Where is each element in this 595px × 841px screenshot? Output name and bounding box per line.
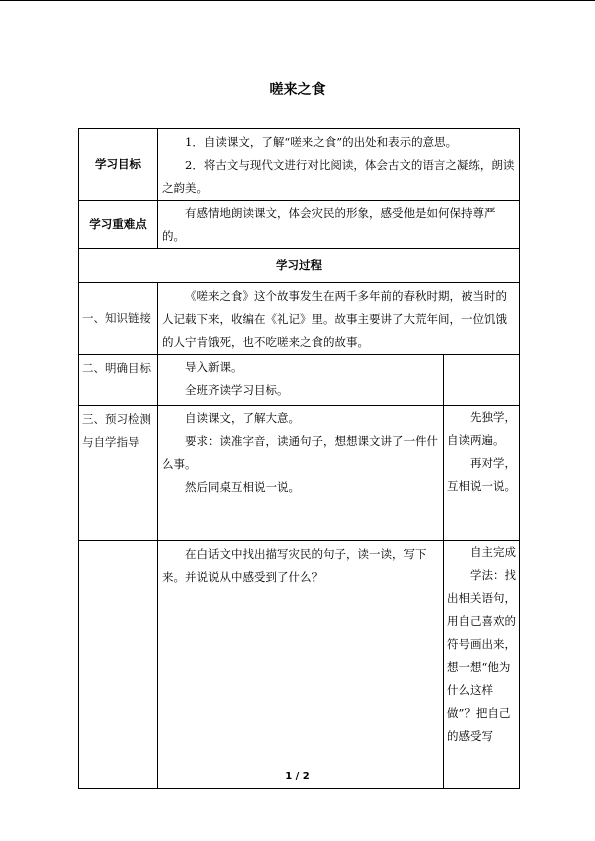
key-points-text: 有感情地朗读课文，体会灾民的形象，感受他是如何保持尊严的。 <box>162 206 496 243</box>
section-3-line-1: 自读课文，了解大意。 <box>185 411 300 425</box>
section-3-note-1: 先独学，自读两遍。 <box>447 410 516 447</box>
section-text-1: 《嗟来之食》这个故事发生在两千多年前的春秋时期，被当时的人记载下来，收编在《礼记》里。故事主要讲了大荒年间，一位饥饿的人宁肯饿死，也不吃嗟来之食的故事。 <box>162 289 507 349</box>
section-4-note-2: 学法：找出相关语句，用自己喜欢的符号画出来，想一想“他为什么这样做”？把自己的感受写 <box>447 568 516 743</box>
process-header-row <box>79 249 520 283</box>
section-row-4 <box>79 541 520 789</box>
key-points-row <box>79 201 520 249</box>
section-2-line-1: 导入新课。 <box>185 360 243 374</box>
process-header: 学习过程 <box>79 249 520 283</box>
section-label-4 <box>79 541 158 789</box>
section-2-line-2: 全班齐读学习目标。 <box>185 383 289 397</box>
section-3-note-2: 再对学，互相说一说。 <box>447 456 516 493</box>
section-label-1: 一、知识链接 <box>79 283 158 355</box>
header-rule <box>0 0 595 1</box>
lesson-table <box>78 128 520 789</box>
section-2-note <box>444 355 520 406</box>
goal-item-1: 1．自读课文，了解“嗟来之食”的出处和表示的意思。 <box>185 135 458 149</box>
section-label-2: 二、明确目标 <box>79 355 158 406</box>
section-3-line-3: 然后同桌互相说一说。 <box>185 480 300 494</box>
page-title: 嗟来之食 <box>269 82 326 98</box>
section-row-3 <box>79 406 520 541</box>
section-4-line-1: 在白话文中找出描写灾民的句子，读一读，写下来。并说说从中感受到了什么？ <box>162 547 427 584</box>
key-points-label: 学习重难点 <box>79 201 158 249</box>
goals-label: 学习目标 <box>79 129 158 201</box>
page-number: 1 / 2 <box>285 771 310 782</box>
section-row-1 <box>79 283 520 355</box>
goal-item-2: 2．将古文与现代文进行对比阅读，体会古文的语言之凝练，朗读之韵美。 <box>162 158 515 195</box>
goals-row <box>79 129 520 201</box>
section-label-3: 三、预习检测与自学指导 <box>79 406 158 541</box>
section-row-2 <box>79 355 520 406</box>
section-4-note-1: 自主完成 <box>470 545 516 559</box>
section-3-line-2: 要求：读准字音，读通句子，想想课文讲了一件什么事。 <box>162 434 438 471</box>
